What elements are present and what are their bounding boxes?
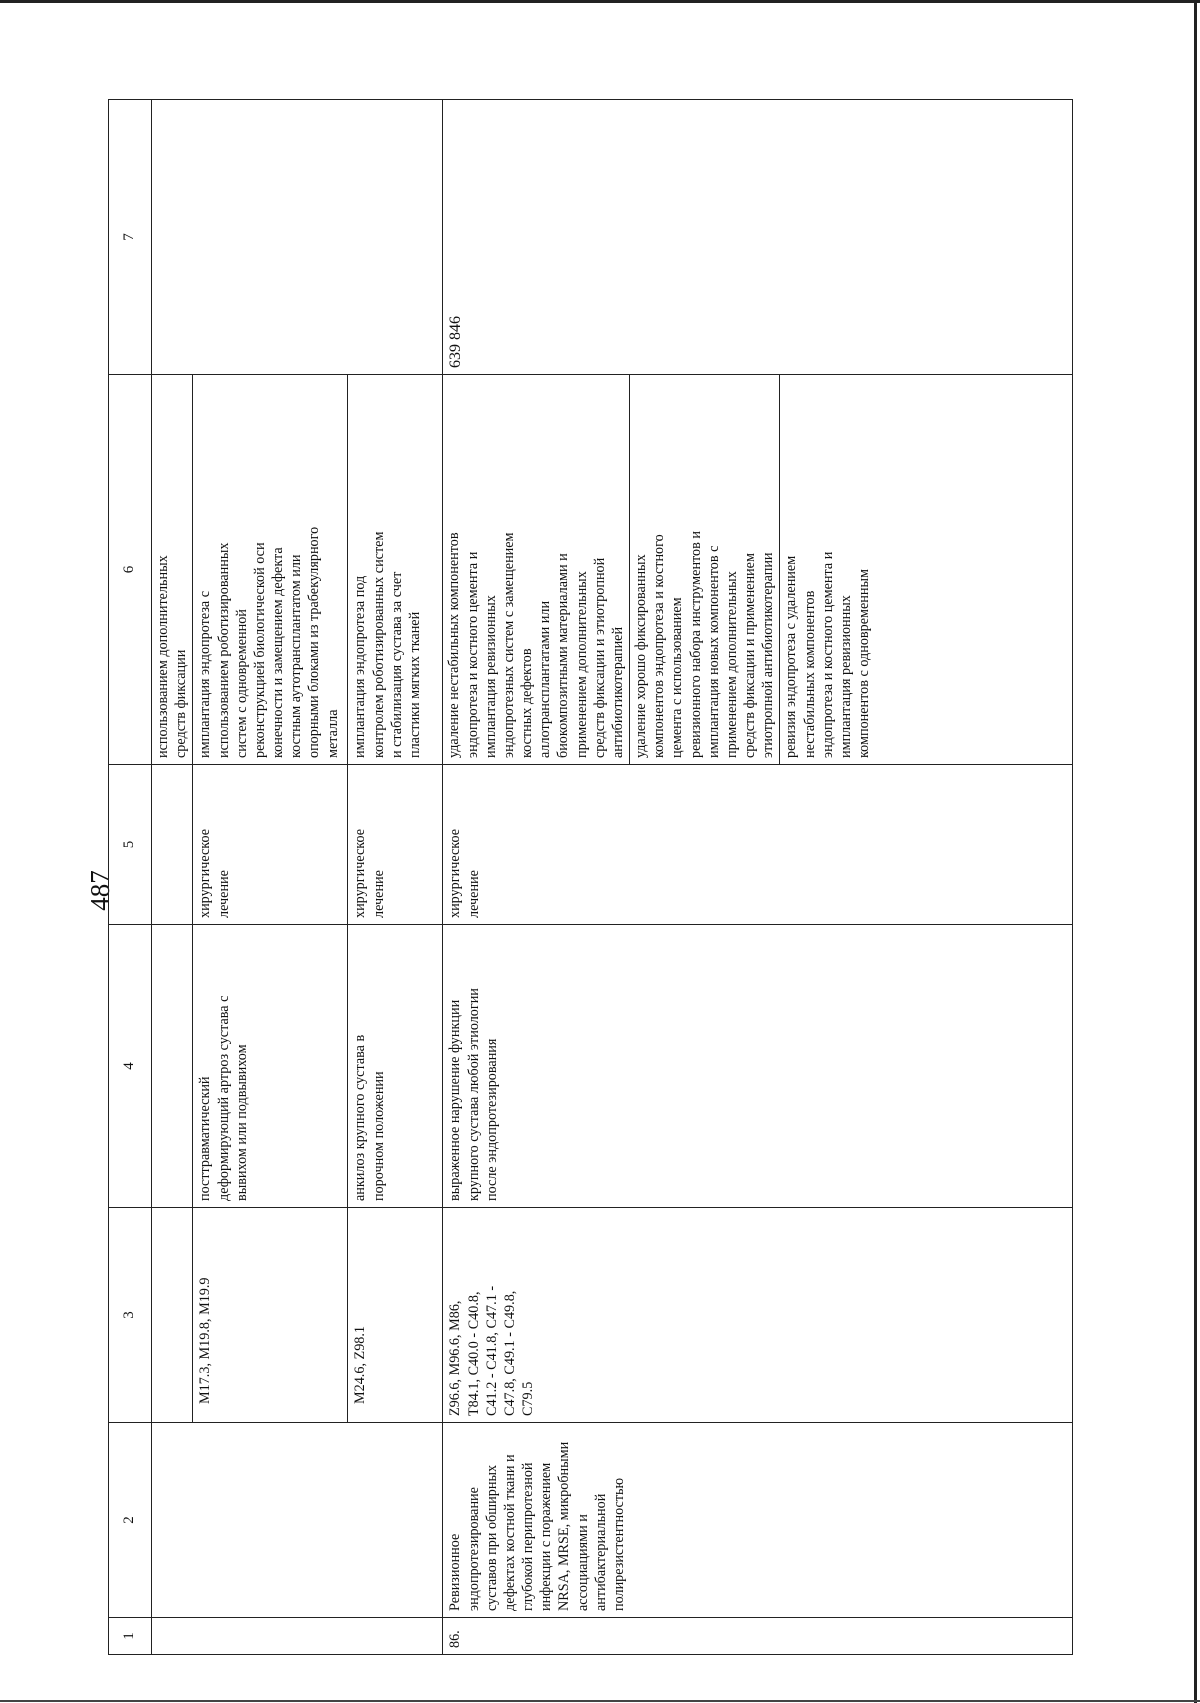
- diagnosis-line: крупного сустава любой этиологии: [465, 988, 482, 1201]
- rotated-page: [108, 100, 1073, 1655]
- method-item: [779, 375, 875, 764]
- treatment-line: лечение: [215, 870, 232, 918]
- cell-method: [348, 375, 443, 765]
- diagnosis-line: выраженное нарушение функции: [447, 999, 464, 1201]
- cell-codes: [443, 1208, 1073, 1423]
- method-item: [443, 375, 629, 764]
- page-number-text: 487: [84, 869, 115, 911]
- column-number-row: [109, 100, 152, 1655]
- column-number: 6: [109, 375, 152, 765]
- procedures-table: [108, 99, 1073, 1655]
- method-line: цемента с использованием: [669, 597, 686, 758]
- table-row: [152, 100, 193, 1655]
- cell-codes: M24.6, Z98.1: [348, 1208, 443, 1423]
- diagnosis-line: порочном положении: [370, 1071, 387, 1201]
- name-line: глубокой перипротезной: [520, 1462, 537, 1611]
- method-line: использованием роботизированных: [215, 542, 232, 758]
- diagnosis-line: посттравматический: [197, 1076, 214, 1201]
- diagnosis-line: после эндопротезирования: [483, 1038, 500, 1201]
- method-line: реконструкцией биологической оси: [251, 542, 268, 758]
- method-item: [152, 375, 192, 764]
- cell-codes: M17.3, M19.8, M19.9: [193, 1208, 348, 1423]
- method-line: ревизионного набора инструментов и: [687, 531, 704, 758]
- method-line: удаление нестабильных компонентов: [446, 532, 463, 758]
- method-line: конечности и замещением дефекта: [270, 547, 287, 758]
- method-line: имплантация эндопротеза с: [197, 590, 214, 758]
- name-line: NRSA, MRSE, микробными: [556, 1441, 573, 1611]
- cell-codes: [152, 1208, 193, 1423]
- method-line: имплантация эндопротеза под: [352, 575, 369, 758]
- method-line: компонентов с одновременным: [856, 569, 873, 758]
- code-line: C79.5: [520, 1381, 537, 1416]
- cell-treatment-type: [348, 765, 443, 925]
- method-line: костным аутотрансплантатом или: [288, 554, 305, 758]
- method-line: эндопротеза и костного цемента и: [464, 551, 481, 758]
- code-line: C47.8, C49.1 - C49.8,: [501, 1290, 518, 1416]
- table-row: [443, 100, 1073, 1655]
- method-line: применением дополнительных: [723, 571, 740, 758]
- column-number: 5: [109, 765, 152, 925]
- scan-edge-right: [1194, 0, 1197, 1703]
- name-line: Ревизионное: [447, 1533, 464, 1611]
- method-line: аллотрансплантатами или: [537, 600, 554, 758]
- treatment-line: лечение: [370, 870, 387, 918]
- scan-edge-bottom: [0, 1700, 1200, 1702]
- method-line: средств фиксации: [173, 649, 190, 758]
- method-line: костных дефектов: [519, 648, 536, 758]
- scan-edge-top: [0, 0, 1200, 3]
- column-number: 3: [109, 1208, 152, 1423]
- method-line: удаление хорошо фиксированных: [633, 554, 650, 758]
- method-line: эндопротеза и костного цемента и: [819, 551, 836, 758]
- cell-treatment-type: [193, 765, 348, 925]
- diagnosis-line: вывихом или подвывихом: [233, 1044, 250, 1201]
- name-line: суставов при обширных: [483, 1464, 500, 1611]
- cell-method: [193, 375, 348, 765]
- method-line: эндопротезных систем с замещением: [500, 532, 517, 758]
- method-line: ревизия эндопротеза с удалением: [783, 555, 800, 758]
- treatment-line: хирургическое: [352, 828, 369, 918]
- method-line: компонентов эндопротеза и костного: [651, 534, 668, 758]
- method-line: имплантация ревизионных: [482, 595, 499, 758]
- name-line: полирезистентностью: [610, 1477, 627, 1611]
- column-number: 4: [109, 925, 152, 1208]
- name-line: инфекции с поражением: [538, 1462, 555, 1611]
- cell-name: [152, 1423, 443, 1618]
- cell-method: [443, 375, 1073, 765]
- method-line: средств фиксации и этиотропной: [591, 557, 608, 758]
- cell-treatment-type: [152, 765, 193, 925]
- name-line: дефектах костной ткани и: [501, 1454, 518, 1611]
- method-line: металла: [324, 709, 341, 758]
- code-line: C41.2 - C41.8, C47.1 -: [483, 1285, 500, 1416]
- cell-number: 86.: [443, 1618, 1073, 1655]
- treatment-line: лечение: [465, 870, 482, 918]
- cell-price: 639 846: [443, 100, 1073, 375]
- name-line: антибактериальной: [592, 1493, 609, 1611]
- method-line: пластики мягких тканей: [406, 611, 423, 758]
- method-line: антибиотикотерапией: [609, 626, 626, 758]
- diagnosis-line: деформирующий артроз сустава с: [215, 995, 232, 1201]
- method-line: средств фиксации и применением: [742, 553, 759, 758]
- method-line: систем с одновременной: [233, 609, 250, 758]
- method-line: и стабилизация сустава за счет: [388, 571, 405, 758]
- method-line: применением дополнительных: [573, 571, 590, 758]
- diagnosis-line: анкилоз крупного сустава в: [352, 1034, 369, 1201]
- cell-price: [152, 100, 443, 375]
- cell-name: [443, 1423, 1073, 1618]
- column-number: 1: [109, 1618, 152, 1655]
- treatment-line: хирургическое: [447, 828, 464, 918]
- cell-diagnosis: [152, 925, 193, 1208]
- column-number: 2: [109, 1423, 152, 1618]
- method-line: имплантация ревизионных: [837, 595, 854, 758]
- method-line: опорными блоками из трабекулярного: [306, 526, 323, 758]
- code-line: Z96.6, M96.6, M86,: [447, 1300, 464, 1416]
- method-line: использованием дополнительных: [155, 555, 171, 758]
- method-line: этиотропной антибиотикотерапии: [760, 552, 777, 758]
- cell-diagnosis: [193, 925, 348, 1208]
- column-number: 7: [109, 100, 152, 375]
- method-line: имплантация новых компонентов с: [705, 545, 722, 758]
- cell-number: [152, 1618, 443, 1655]
- code-line: T84.1, C40.0 - C40.8,: [465, 1291, 482, 1416]
- method-item: [629, 375, 779, 764]
- method-line: биокомпозитными материалами и: [555, 553, 572, 758]
- method-line: контролем роботизированных систем: [370, 531, 387, 758]
- cell-method: [152, 375, 193, 765]
- cell-diagnosis: [348, 925, 443, 1208]
- name-line: ассоциациями и: [574, 1514, 591, 1611]
- cell-diagnosis: [443, 925, 1073, 1208]
- treatment-line: хирургическое: [197, 828, 214, 918]
- name-line: эндопротезирование: [465, 1487, 482, 1611]
- method-line: нестабильных компонентов: [801, 590, 818, 758]
- cell-treatment-type: [443, 765, 1073, 925]
